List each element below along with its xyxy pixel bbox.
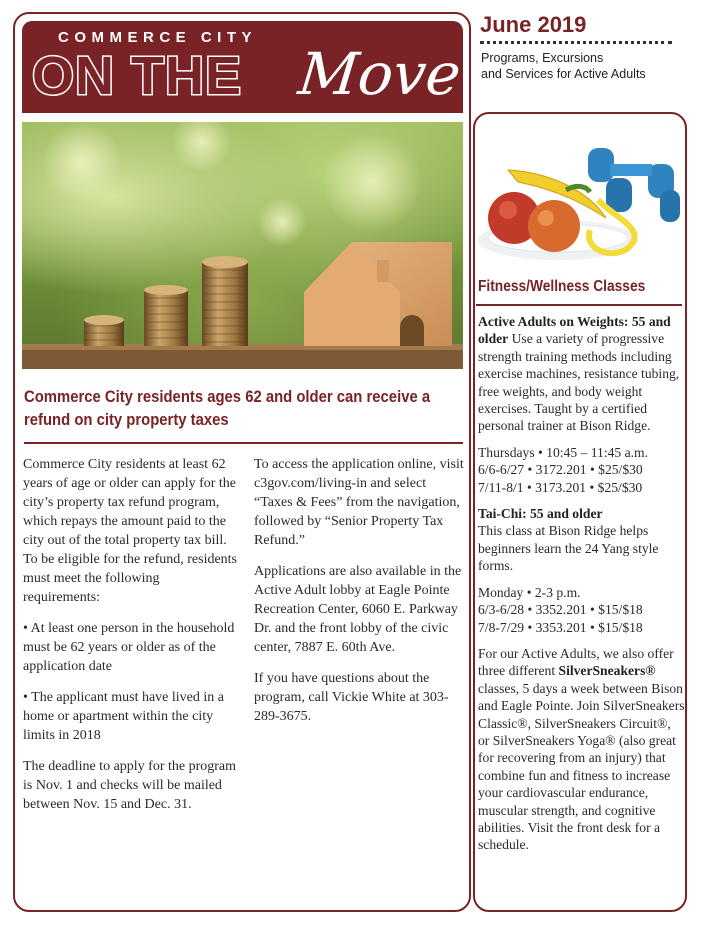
- silver-pre: For our Active Adults, we also offer three different: [478, 645, 674, 679]
- coins-house-illustration: [22, 122, 463, 369]
- coin-stack-medium: [144, 285, 188, 346]
- article-column-right: [254, 455, 464, 738]
- fruit-dumbbell-illustration: [478, 120, 682, 268]
- sidebar-title: Fitness/Wellness Classes: [478, 278, 646, 295]
- masthead-top-line: COMMERCE CITY: [58, 29, 257, 46]
- class-taichi-name: Tai-Chi: 55 and older: [478, 506, 603, 522]
- issue-subtitle-line1: Programs, Excursions: [481, 51, 604, 65]
- schedule-line: Thursdays • 10:45 – 11:45 a.m.: [478, 444, 649, 460]
- article-paragraph: Commerce City residents at least 62 years of age or older can apply for the city’s property tax refund program, which repays the amount paid to the city out of the total property tax bill. To be eligible for the refund, residents must meet the following requirements:: [23, 457, 238, 605]
- schedule-line: 7/8-7/29 • 3353.201 • $15/$18: [478, 619, 643, 635]
- schedule-line: 7/11-8/1 • 3173.201 • $25/$30: [478, 479, 643, 495]
- schedule-line: 6/6-6/27 • 3172.201 • $25/$30: [478, 462, 643, 478]
- sidebar-title-divider: [476, 304, 682, 306]
- class-taichi-desc: This class at Bison Ridge helps beginners learn the 24 Yang style forms.: [478, 523, 659, 574]
- class-taichi-schedule: [478, 584, 685, 636]
- sidebar-body: [478, 313, 685, 863]
- article-paragraph: To access the application online, visit c3gov.com/living-in and select “Taxes & Fees” from the navigation, followed by “Senior Property Tax Refund.”: [254, 457, 464, 548]
- masthead-banner: [22, 21, 463, 113]
- article-bullet: • The applicant must have lived in a home or apartment within the city limits in 2018: [23, 690, 224, 743]
- fitness-photo-fruit-dumbbells: [478, 120, 682, 268]
- article-paragraph: The deadline to apply for the program is Nov. 1 and checks will be mailed between Nov. 15 and Dec. 31.: [23, 759, 237, 812]
- class-taichi: [478, 505, 685, 575]
- apple: [528, 200, 580, 252]
- silver-brand: SilverSneakers®: [558, 663, 656, 679]
- schedule-line: 6/3-6/28 • 3352.201 • $15/$18: [478, 602, 643, 618]
- wooden-house: [304, 242, 452, 346]
- article-column-left: [23, 455, 238, 826]
- article-paragraph: If you have questions about the program, call Vickie White at 303-289-3675.: [254, 671, 449, 724]
- article-paragraph: Applications are also available in the Active Adult lobby at Eagle Pointe Recreation Center, 6060 E. Parkway Dr. and the front lobby of the civic center, 7887 E. 60th Ave.: [254, 564, 462, 655]
- class-weights: [478, 313, 685, 435]
- issue-subtitle: [481, 50, 691, 82]
- coin-stack-small: [84, 315, 124, 346]
- class-weights-name: Active Adults on Weights: 55 and older: [478, 314, 671, 347]
- masthead-script-word: Move: [295, 40, 464, 108]
- silver-post: classes, 5 days a week between Bison and Eagle Pointe. Join SilverSneakers Classic®, SilverSneakers Circuit®, or SilverSneakers Yoga® (also great for recovering from an injury) that combine fun and fitness to increase your cardiovascular endurance, muscular strength, and cognitive abilities. Visit the front desk for a schedule.: [478, 680, 685, 853]
- dotted-divider: [480, 38, 672, 44]
- issue-date: June 2019: [480, 12, 587, 37]
- article-bullet: • At least one person in the household must be 62 years or older as of the application date: [23, 621, 235, 674]
- schedule-line: Monday • 2-3 p.m.: [478, 584, 581, 600]
- class-silversneakers: [478, 645, 685, 854]
- article-headline: Commerce City residents ages 62 and older can receive a refund on city property taxes: [24, 388, 431, 429]
- headline-divider: [24, 442, 463, 444]
- class-weights-desc: Use a variety of progressive strength training methods including exercise machines, resistance tubing, free weights, and body weight exercises. Taught by a certified personal trainer at Bison Ridge.: [478, 331, 680, 434]
- dumbbell: [588, 148, 680, 222]
- hero-photo-coins-house: [22, 122, 463, 369]
- issue-subtitle-line2: and Services for Active Adults: [481, 67, 646, 81]
- masthead-main-line: ON THE: [32, 46, 243, 106]
- class-weights-schedule: [478, 444, 685, 496]
